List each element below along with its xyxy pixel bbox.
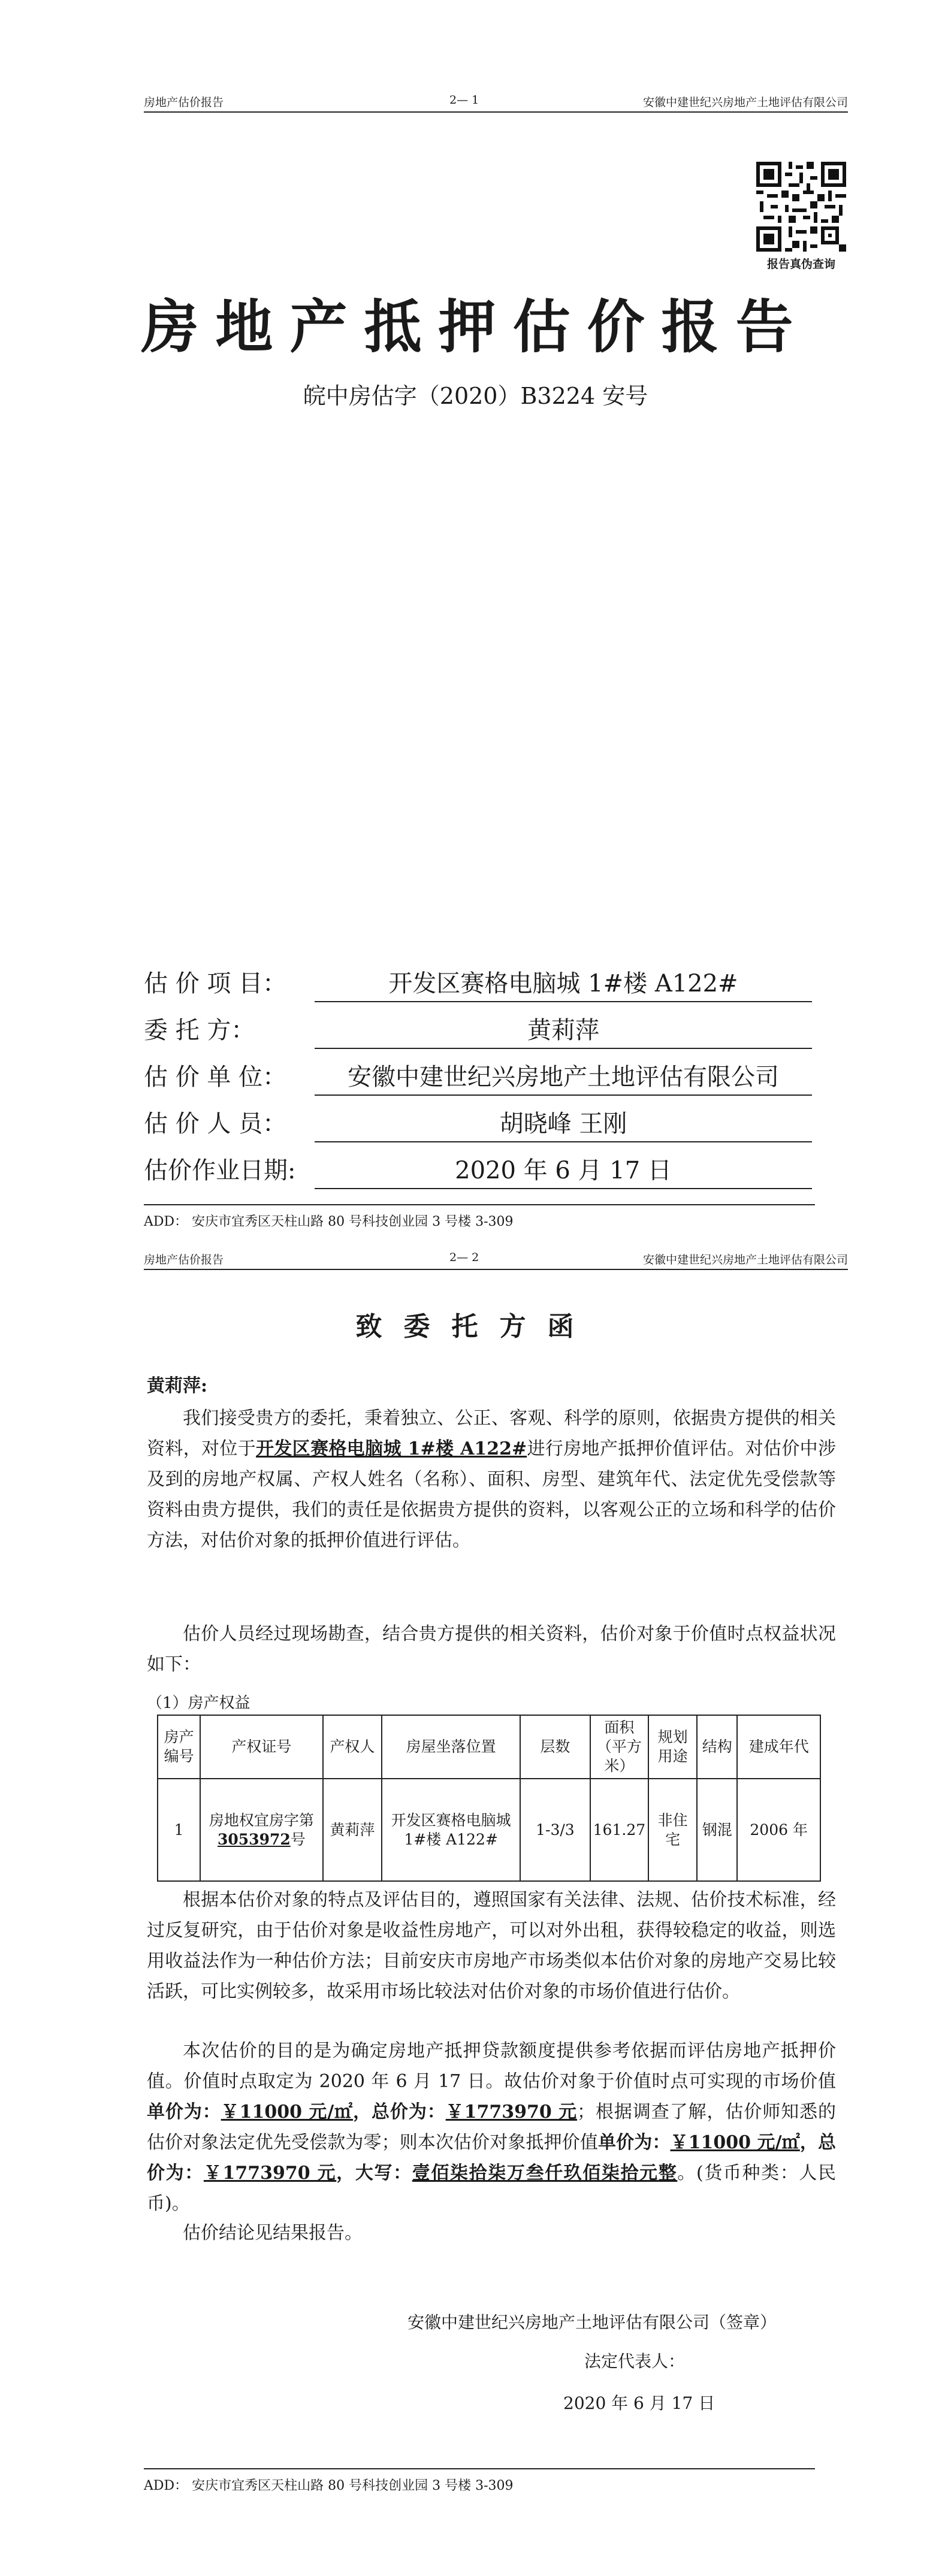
column-header: 层数 [520, 1715, 590, 1779]
field-value: 安徽中建世纪兴房地产土地评估有限公司 [315, 1058, 812, 1096]
paragraph-text: 我们接受贵方的委托，秉着独立、公正、客观、科学的原则，依据贵方提供的相关资料，对位于 [147, 1408, 836, 1459]
cell-year: 2006 年 [737, 1779, 820, 1881]
page-header [0, 89, 951, 113]
page-header [0, 1246, 951, 1270]
header-rule [144, 1269, 848, 1270]
column-header: 建成年代 [737, 1715, 820, 1779]
cell-text: 房地权宜房字第 [209, 1811, 314, 1829]
report-title: 房地产抵押估价报告 [141, 293, 810, 361]
paragraph-text: ；根据调查了解，估价师知悉的估价对象法定优先受偿款为零；则本次估价对象抵押价值 [147, 2102, 836, 2153]
amount-in-words-value: 壹佰柒拾柒万叁仟玖佰柒拾元整 [412, 2163, 678, 2184]
signature-company: 安徽中建世纪兴房地产土地评估有限公司（签章） [407, 2312, 777, 2332]
mortgage-total-price-label: ，总价为： [147, 2132, 836, 2184]
mortgage-unit-price-value: ￥11000 元/㎡ [670, 2132, 800, 2153]
salutation: 黄莉萍: [147, 1375, 208, 1396]
field-label: 估 价 人 员： [144, 1110, 287, 1138]
property-rights-table [157, 1715, 821, 1882]
field-value: 黄莉萍 [315, 1011, 812, 1049]
field-value: 开发区赛格电脑城 1#楼 A122# [315, 965, 812, 1002]
signature-representative: 法定代表人： [584, 2351, 686, 2371]
column-header: 产权人 [323, 1715, 382, 1779]
certificate-number: 3053972 [217, 1830, 291, 1848]
field-label: 估价作业日期: [144, 1157, 296, 1184]
table-caption: （1）房产权益 [147, 1694, 250, 1712]
unit-price-label: 单价为： [147, 2102, 221, 2123]
cell-use: 非住宅 [648, 1779, 697, 1881]
header-left: 房地产估价报告 [144, 96, 224, 109]
document-number: 皖中房估字（2020）B3224 安号 [303, 383, 648, 409]
footer-address: ADD： 安庆市宜秀区天柱山路 80 号科技创业园 3 号楼 3-309 [144, 2478, 514, 2493]
paragraph-2: 估价人员经过现场勘查，结合贵方提供的相关资料，估价对象于价值时点权益状况如下： [147, 1623, 836, 1675]
cell-certificate [200, 1779, 322, 1881]
cell-location: 开发区赛格电脑城 1#楼 A122# [382, 1779, 520, 1881]
letter-page [0, 1246, 951, 2576]
footer-rule [144, 2468, 815, 2469]
footer-rule [144, 1204, 815, 1205]
cover-page [0, 0, 951, 1246]
paragraph-text: 。(货币种类：人民币)。 [147, 2163, 837, 2214]
paragraph-4 [147, 2036, 836, 2219]
footer-address: ADD： 安庆市宜秀区天柱山路 80 号科技创业园 3 号楼 3-309 [144, 1214, 514, 1229]
column-header: 结构 [697, 1715, 737, 1779]
header-page-number: 2— 2 [449, 1251, 479, 1264]
mortgage-total-price-value: ￥1773970 元 [203, 2163, 337, 2184]
header-left: 房地产估价报告 [144, 1253, 224, 1266]
total-price-label: ，总价为： [353, 2102, 446, 2123]
column-header: 产权证号 [200, 1715, 322, 1779]
qr-code-icon[interactable] [756, 162, 846, 252]
cell-area: 161.27 [590, 1779, 648, 1881]
cell-structure: 钢混 [697, 1779, 737, 1881]
field-label: 估 价 项 目： [144, 970, 287, 997]
amount-in-words-label: ，大写： [336, 2163, 412, 2184]
letter-title: 致委托方函 [355, 1311, 596, 1342]
cell-floors: 1-3/3 [520, 1779, 590, 1881]
subject-property: 开发区赛格电脑城 1#楼 A122# [256, 1438, 527, 1459]
field-value: 2020 年 6 月 17 日 [315, 1151, 812, 1189]
field-label: 估 价 单 位： [144, 1063, 287, 1091]
signature-date: 2020 年 6 月 17 日 [563, 2393, 715, 2413]
header-right: 安徽中建世纪兴房地产土地评估有限公司 [642, 96, 848, 109]
table-header-row [158, 1715, 820, 1779]
unit-price-value: ￥11000 元/㎡ [221, 2102, 354, 2123]
mortgage-unit-price-label: 单价为： [598, 2132, 671, 2153]
field-value: 胡晓峰 王刚 [315, 1105, 812, 1142]
paragraph-5: 估价结论见结果报告。 [183, 2223, 363, 2244]
cell-text: 号 [290, 1830, 306, 1848]
paragraph-text: 进行房地产抵押价值评估。对估价中涉及到的房地产权属、产权人姓名（名称）、面积、房型、建筑年代、法定优先受偿款等资料由贵方提供，我们的责任是依据贵方提供的资料，以客观公正的立场和科学的估价方法，对估价对象的抵押价值进行评估。 [147, 1438, 837, 1551]
header-rule [144, 111, 848, 113]
column-header: 面积（平方米） [590, 1715, 648, 1779]
header-right: 安徽中建世纪兴房地产土地评估有限公司 [642, 1253, 848, 1266]
total-price-value: ￥1773970 元 [445, 2102, 578, 2123]
paragraph-1 [147, 1403, 836, 1556]
field-label: 委 托 方： [144, 1017, 255, 1044]
column-header: 房产编号 [158, 1715, 200, 1779]
paragraph-3: 根据本估价对象的特点及评估目的，遵照国家有关法律、法规、估价技术标准，经过反复研究，由于估价对象是收益性房地产，可以对外出租，获得较稳定的收益，则选用收益法作为一种估价方法；目前安庆市房地产市场类似本估价对象的房地产交易比较活跃，可比实例较多，故采用市场比较法对估价对象的市场价值进行估价。 [147, 1889, 836, 2002]
paragraph-text: 本次估价的目的是为确定房地产抵押贷款额度提供参考依据而评估房地产抵押价值。价值时点取定为 2020 年 6 月 17 日。故估价对象于价值时点可实现的市场价值 [147, 2040, 836, 2092]
column-header: 规划用途 [648, 1715, 697, 1779]
column-header: 房屋坐落位置 [382, 1715, 520, 1779]
qr-caption: 报告真伪查询 [766, 258, 835, 271]
table-row [158, 1779, 820, 1881]
cell-owner: 黄莉萍 [323, 1779, 382, 1881]
cell-number: 1 [158, 1779, 200, 1881]
header-page-number: 2— 1 [449, 93, 479, 107]
